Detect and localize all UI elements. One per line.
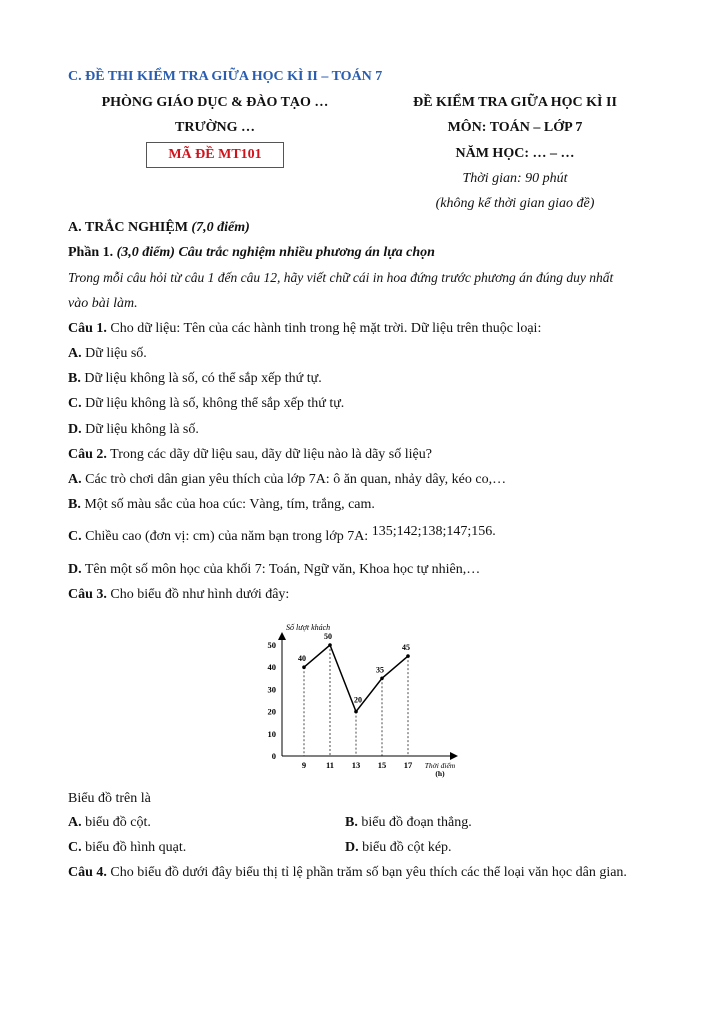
q3-option-d: D. biểu đồ cột kép. xyxy=(345,840,452,855)
q2-stem: Câu 2. Trong các dãy dữ liệu sau, dãy dữ liệu nào là dãy số liệu? xyxy=(68,447,432,462)
y-tick-label: 0 xyxy=(271,751,276,761)
header-title: ĐỀ KIỂM TRA GIỮA HỌC KÌ II xyxy=(413,95,617,110)
q1-option-d: D. Dữ liệu không là số. xyxy=(68,422,199,437)
header-year: NĂM HỌC: … – … xyxy=(455,146,575,161)
x-axis-label: Thời điểm xyxy=(424,761,456,770)
header-time: Thời gian: 90 phút xyxy=(462,171,568,186)
q2-option-a: A. Các trò chơi dân gian yêu thích của lớp 7A: ô ăn quan, nhảy dây, kéo co,… xyxy=(68,472,507,487)
q4-stem: Câu 4. Cho biểu đồ dưới đây biểu thị tỉ lệ phần trăm số bạn yêu thích các thể loại văn học dân gian. xyxy=(68,865,627,880)
data-point xyxy=(380,677,384,681)
data-label: 20 xyxy=(354,695,362,705)
x-tick-label: 13 xyxy=(351,760,361,770)
y-tick-label: 40 xyxy=(267,662,276,673)
x-tick-label: 15 xyxy=(377,760,387,770)
x-tick-label: 9 xyxy=(301,760,307,770)
header-school: TRƯỜNG … xyxy=(175,120,255,135)
part1-title: Phần 1. (3,0 điểm) Câu trắc nghiệm nhiều phương án lựa chọn xyxy=(68,245,435,260)
q2-option-c: C. Chiều cao (đơn vị: cm) của năm bạn trong lớp 7A: 135;142;138;147;156. xyxy=(68,524,496,544)
header-subject: MÔN: TOÁN – LỚP 7 xyxy=(447,120,583,135)
data-label: 45 xyxy=(402,643,410,653)
q3-option-b: B. biểu đồ đoạn thẳng. xyxy=(345,815,472,830)
x-axis-unit: (h) xyxy=(435,769,445,778)
q1-option-a: A. Dữ liệu số. xyxy=(68,346,147,361)
q2-height-values: 135;142;138;147;156. xyxy=(371,524,496,539)
data-point xyxy=(406,654,410,658)
y-axis-label: Số lượt khách xyxy=(286,623,331,632)
part1-instruction-line1: Trong mỗi câu hỏi từ câu 1 đến câu 12, hãy viết chữ cái in hoa đứng trước phương án đúng duy nhất xyxy=(68,270,614,285)
exam-code-box xyxy=(146,142,284,168)
q1-option-b: B. Dữ liệu không là số, có thể sắp xếp thứ tự. xyxy=(68,371,322,386)
part1-instruction-line2: vào bài làm. xyxy=(68,296,138,311)
y-tick-label: 10 xyxy=(267,728,276,739)
header-dept: PHÒNG GIÁO DỤC & ĐÀO TẠO … xyxy=(101,95,329,110)
q3-option-c: C. biểu đồ hình quạt. xyxy=(68,840,187,855)
x-tick-label: 11 xyxy=(325,760,335,770)
data-point xyxy=(302,665,306,669)
q3-after-text: Biểu đồ trên là xyxy=(68,791,151,806)
exam-heading: C. ĐỀ THI KIỂM TRA GIỮA HỌC KÌ II – TOÁN 7 xyxy=(68,69,383,84)
y-tick-label: 30 xyxy=(267,684,276,695)
section-a-title: A. TRẮC NGHIỆM (7,0 điểm) xyxy=(68,220,250,235)
q3-option-a: A. biểu đồ cột. xyxy=(68,815,151,830)
y-tick-label: 50 xyxy=(267,640,276,650)
data-label: 50 xyxy=(324,632,332,641)
q1-option-c: C. Dữ liệu không là số, không thể sắp xếp thứ tự. xyxy=(68,396,345,411)
data-label: 35 xyxy=(376,665,384,675)
q2-option-b: B. Một số màu sắc của hoa cúc: Vàng, tím, trắng, cam. xyxy=(68,497,375,512)
data-label: 40 xyxy=(298,654,306,664)
data-point xyxy=(328,643,332,647)
line-chart xyxy=(256,618,466,780)
y-tick-label: 20 xyxy=(267,706,276,717)
x-tick-label: 17 xyxy=(403,760,413,770)
q1-stem: Câu 1. Cho dữ liệu: Tên của các hành tinh trong hệ mặt trời. Dữ liệu trên thuộc loại: xyxy=(68,321,542,336)
exam-code: MÃ ĐỀ MT101 xyxy=(168,147,262,162)
q3-stem: Câu 3. Cho biểu đồ như hình dưới đây: xyxy=(68,587,290,602)
q2-option-d: D. Tên một số môn học của khối 7: Toán, Ngữ văn, Khoa học tự nhiên,… xyxy=(68,562,481,577)
data-point xyxy=(354,710,358,714)
header-note: (không kể thời gian giao đề) xyxy=(435,196,595,211)
